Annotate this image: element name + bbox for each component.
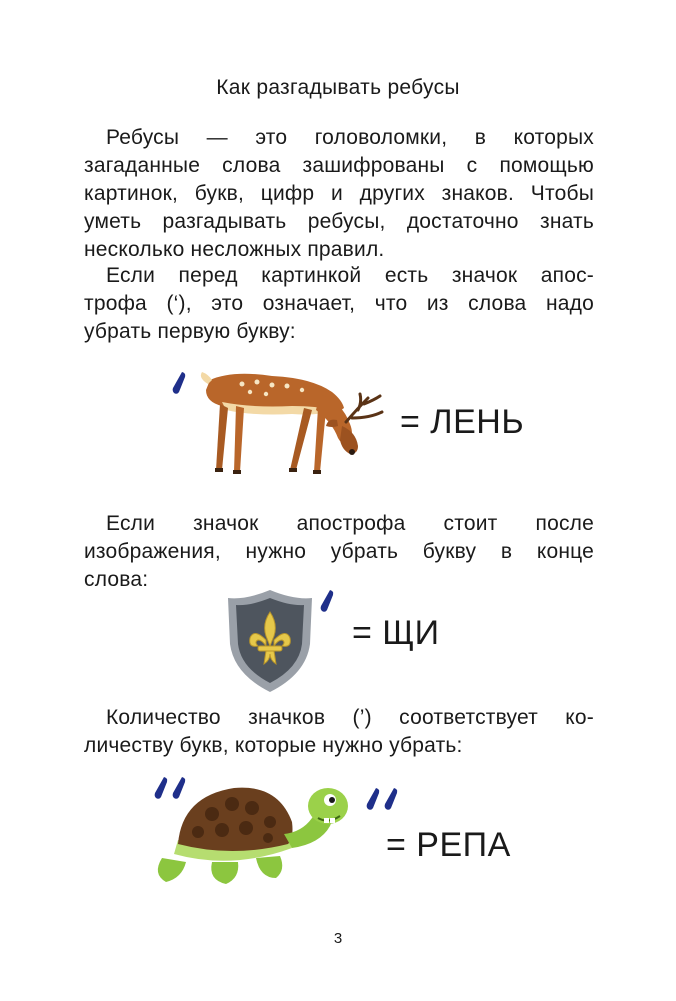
paragraph-rule-count	[84, 704, 594, 760]
text-line: Если значок апострофа стоит после	[106, 512, 594, 535]
double-apostrophe-mark	[364, 786, 402, 812]
text-line: Количество значков (’) соответствует ко-	[106, 706, 594, 729]
text-line: Ребусы — это головоломки, в которых	[106, 126, 594, 149]
text-line: уметь разгадывать ребусы, достаточно знать	[84, 210, 594, 233]
apostrophe-mark	[170, 370, 190, 396]
paragraph-intro	[84, 124, 594, 264]
text-line: картинок, букв, цифр и других знаков. Чтобы	[84, 182, 594, 205]
text-line: несколько несложных правил.	[84, 238, 385, 261]
paragraph-rule-first-letter	[84, 262, 594, 346]
apostrophe-mark	[318, 588, 338, 614]
text-line: изображения, нужно убрать букву в конце	[84, 540, 594, 563]
text-line: загаданные слова зашифрованы с помощью	[84, 154, 594, 177]
deer-illustration	[192, 362, 392, 480]
shield-illustration	[224, 588, 316, 694]
answer-len: = ЛЕНЬ	[400, 403, 525, 441]
answer-shchi: = ЩИ	[352, 614, 440, 652]
text-line: Если перед картинкой есть значок апос-	[106, 264, 594, 287]
page-title: Как разгадывать ребусы	[216, 76, 460, 99]
text-line: убрать первую букву:	[84, 320, 296, 343]
text-line: личеству букв, которые нужно убрать:	[84, 734, 463, 757]
paragraph-rule-last-letter	[84, 510, 594, 594]
page-number: 3	[333, 930, 343, 947]
text-line: трофа (‘), это означает, что из слова надо	[84, 292, 594, 315]
answer-repa: = РЕПА	[386, 826, 511, 864]
turtle-illustration	[152, 778, 362, 888]
text-line: слова:	[84, 568, 149, 591]
